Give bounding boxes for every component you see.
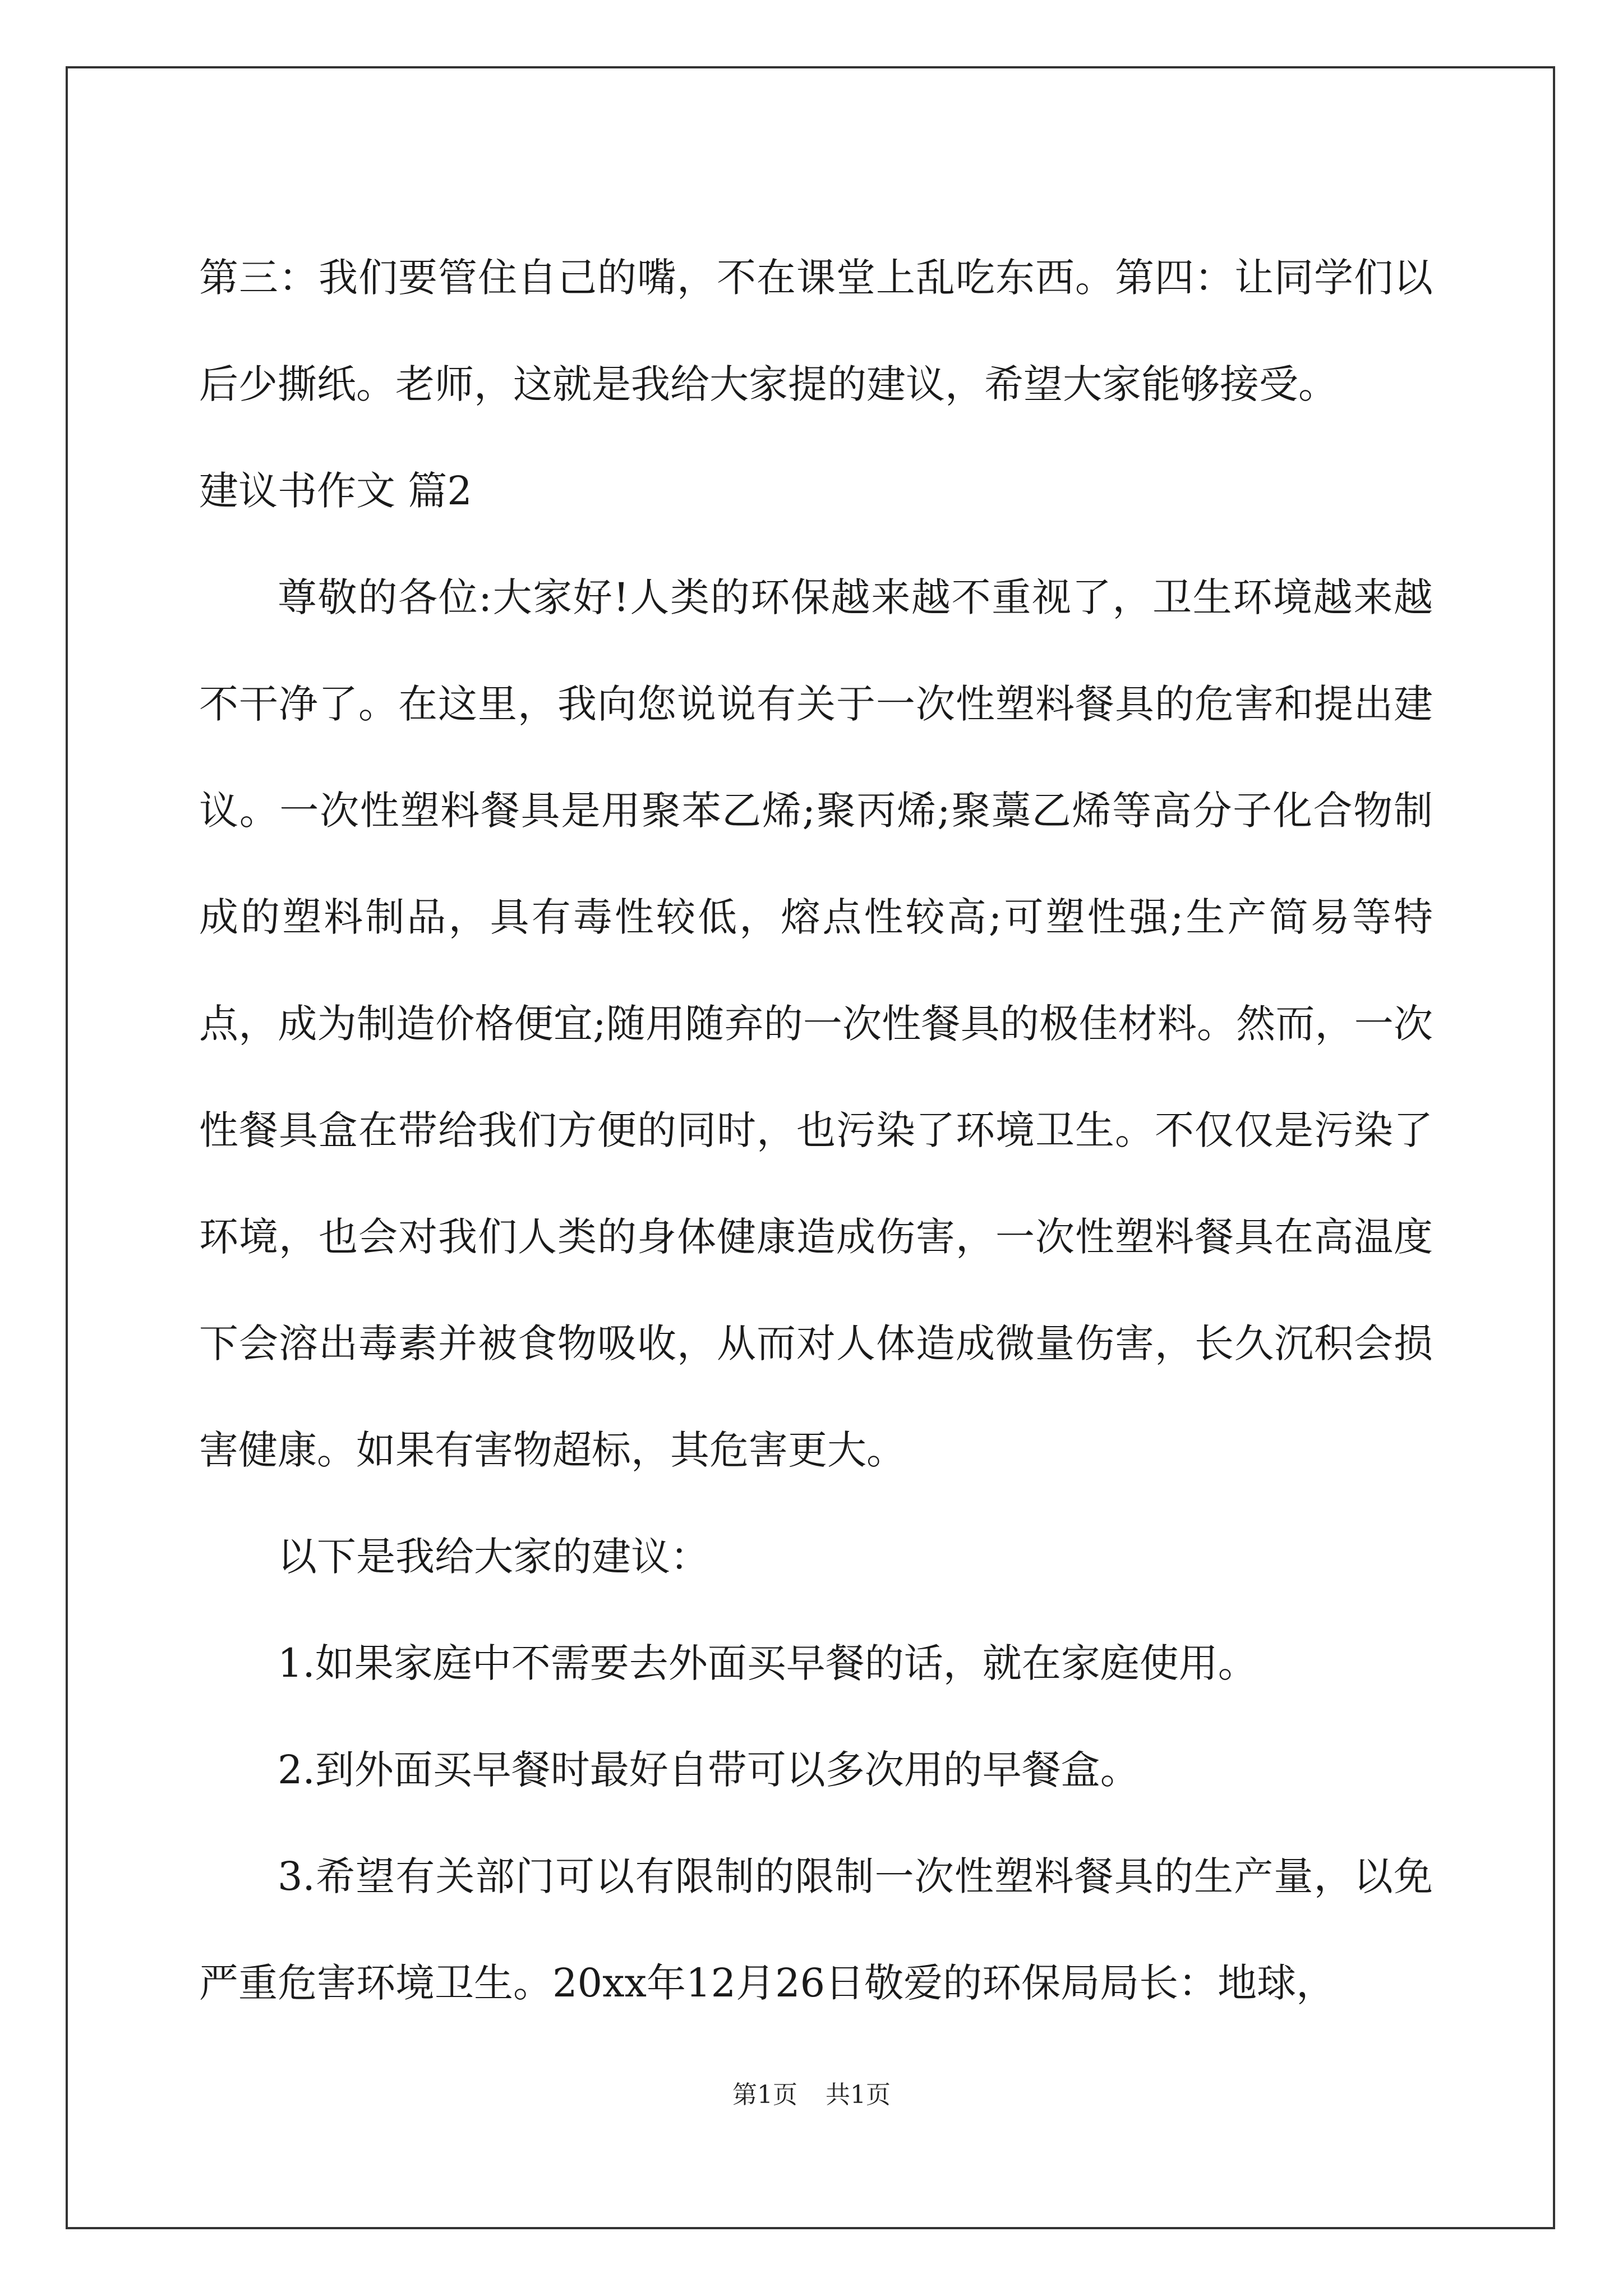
page-number: 第1页: [732, 2081, 797, 2109]
list-item: 1.如果家庭中不需要去外面买早餐的话，就在家庭使用。: [278, 1640, 1257, 1686]
paragraph: 尊敬的各位:大家好!人类的环保越来越不重视了，卫生环境越来越不干净了。在这里，我向您说说有关于一次性塑料餐具的危害和提出建议。一次性塑料餐具是用聚苯乙烯;聚丙烯;聚藁乙烯等高分子化合物制成的塑料制品，具有毒性较低，熔点性较高;可塑性强;生产简易等特点，成为制造价格便宜;随用随弃的一次性餐具的极佳材料。然而，一次性餐具盒在带给我们方便的同时，也污染了环境卫生。不仅仅是污染了环境，也会对我们人类的身体健康造成伤害，一次性塑料餐具在高温度下会溶出毒素并被食物吸收，从而对人体造成微量伤害，长久沉积会损害健康。如果有害物超标，其危害更大。: [199, 574, 1433, 1473]
paragraph: 第三：我们要管住自己的嘴，不在课堂上乱吃东西。第四：让同学们以后少撕纸。老师，这就是我给大家提的建议，希望大家能够接受。: [199, 255, 1433, 407]
section-heading: 建议书作文 篇2: [199, 468, 472, 514]
document-body: [199, 224, 1433, 2036]
page-footer: [0, 2078, 1623, 2112]
page-total: 共1页: [826, 2081, 891, 2109]
paragraph: 以下是我给大家的建议：: [278, 1534, 709, 1580]
list-item: 3.希望有关部门可以有限制的限制一次性塑料餐具的生产量，以免严重危害环境卫生。20xx年12月26日敬爱的环保局局长：地球，: [199, 1853, 1433, 2006]
list-item: 2.到外面买早餐时最好自带可以多次用的早餐盒。: [278, 1747, 1140, 1793]
